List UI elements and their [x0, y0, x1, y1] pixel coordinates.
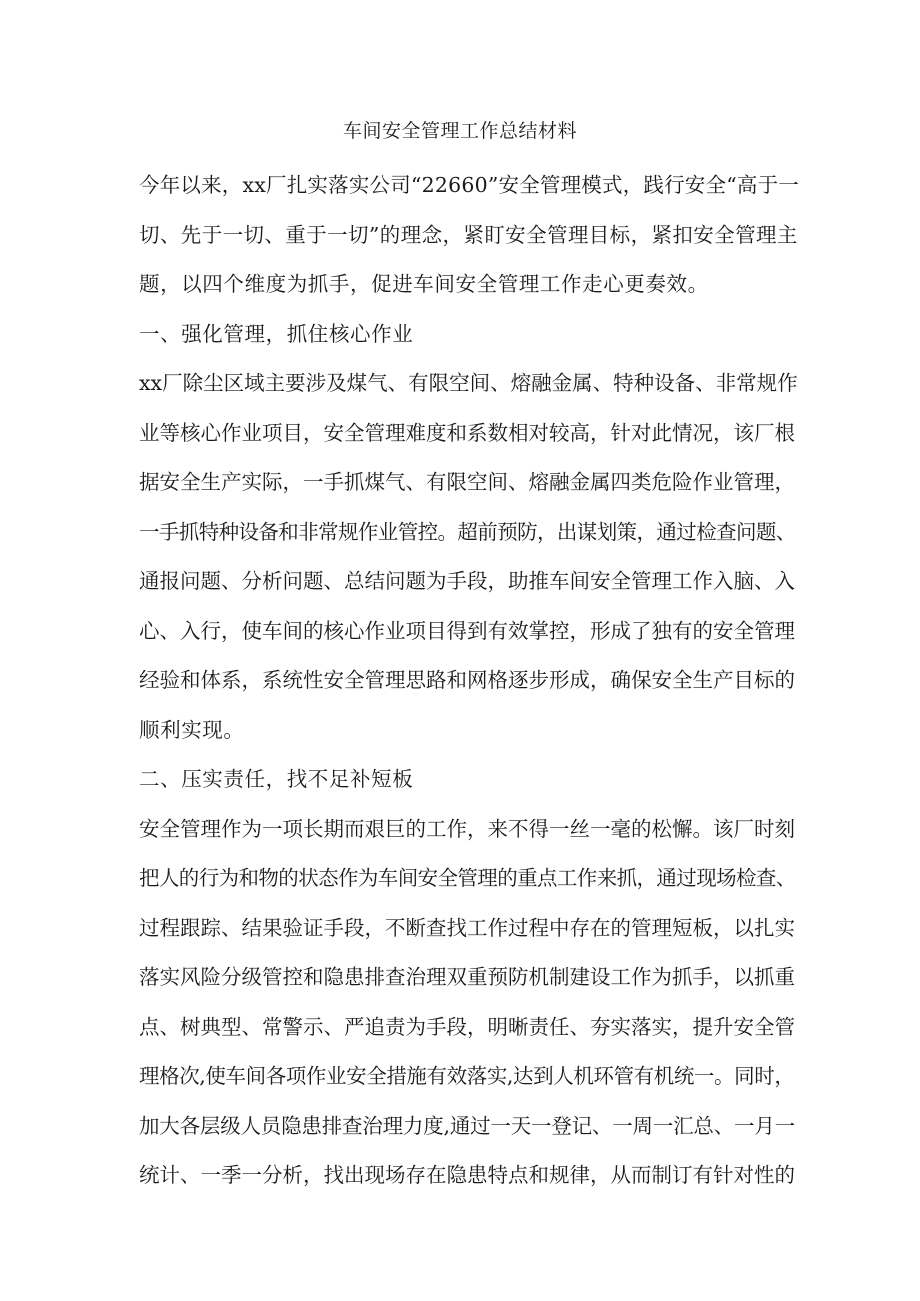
text-line: 心、入行，使车间的核心作业项目得到有效掌控，形成了独有的安全管理 [139, 618, 795, 643]
text-line: 顺利实现。 [139, 717, 245, 742]
text-line: 理格次,使车间各项作业安全措施有效落实,达到人机环管有机统一。同时， [139, 1064, 795, 1088]
text-line: 据安全生产实际，一手抓煤气、有限空间、熔融金属四类危险作业管理， [139, 470, 795, 494]
text-line: 通报问题、分析问题、总结问题为手段，助推车间安全管理工作入脑、入 [139, 569, 795, 593]
text-line: 把人的行为和物的状态作为车间安全管理的重点工作来抓，通过现场检查、 [139, 866, 796, 890]
text-line: 切、先于一切、重于一切”的理念，紧盯安全管理目标，紧扣安全管理主 [139, 222, 798, 247]
section-heading: 一、强化管理，抓住核心作业 [139, 321, 414, 346]
text-line: 过程跟踪、结果验证手段，不断查找工作过程中存在的管理短板，以扎实 [139, 915, 795, 940]
text-line: 题，以四个维度为抓手，促进车间安全管理工作走心更奏效。 [139, 272, 709, 296]
text-line: xx厂除尘区域主要涉及煤气、有限空间、熔融金属、特种设备、非常规作 [139, 371, 798, 395]
section-heading: 二、压实责任，找不足补短板 [139, 767, 414, 791]
text-line: 今年以来，xx厂扎实落实公司“22660”安全管理模式，践行安全“高于一 [139, 173, 799, 197]
text-line: 经验和体系，系统性安全管理思路和网格逐步形成，确保安全生产目标的 [139, 668, 795, 692]
text-line: 统计、一季一分析，找出现场存在隐患特点和规律，从而制订有针对性的 [139, 1163, 795, 1187]
text-line: 一手抓特种设备和非常规作业管控。超前预防，出谋划策，通过检查问题、 [139, 519, 796, 544]
text-line: 安全管理作为一项长期而艰巨的工作，来不得一丝一毫的松懈。该厂时刻 [139, 816, 795, 841]
document-title: 车间安全管理工作总结材料 [342, 120, 577, 142]
text-line: 业等核心作业项目，安全管理难度和系数相对较高，针对此情况，该厂根 [139, 420, 795, 445]
document-body [139, 161, 799, 1201]
text-line: 点、树典型、常警示、严追责为手段，明晰责任、夯实落实，提升安全管 [139, 1014, 795, 1039]
text-line: 落实风险分级管控和隐患排查治理双重预防机制建设工作为抓手，以抓重 [139, 965, 795, 989]
text-line: 加大各层级人员隐患排查治理力度,通过一天一登记、一周一汇总、一月一 [139, 1113, 795, 1138]
